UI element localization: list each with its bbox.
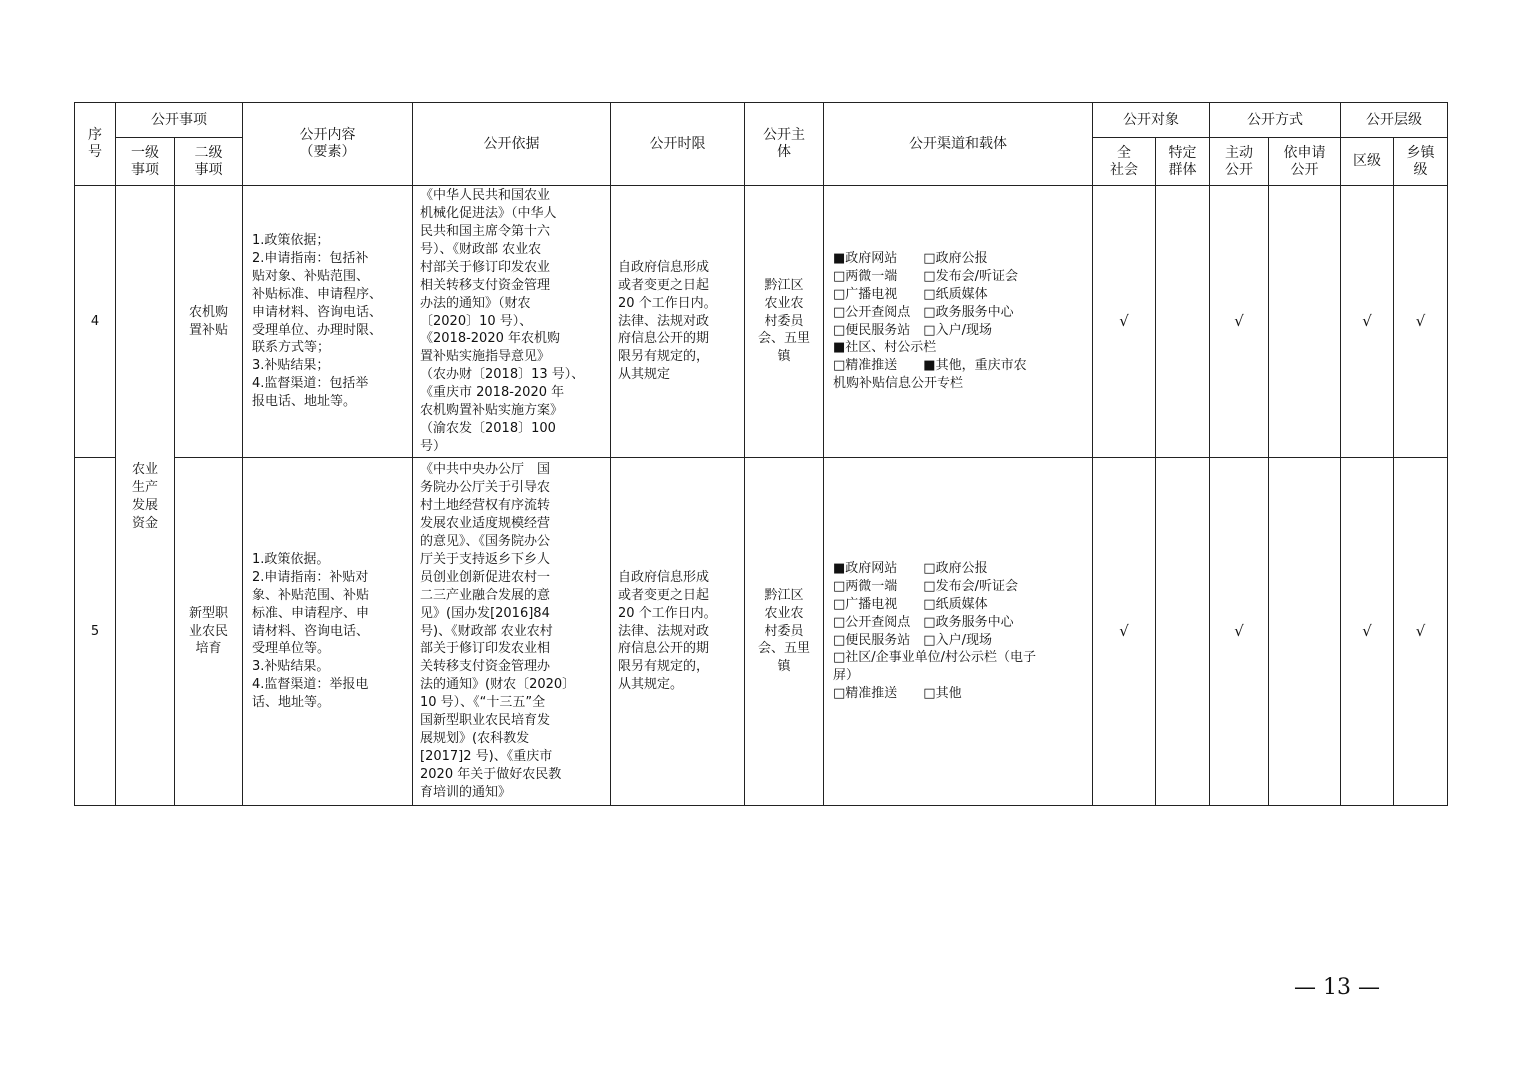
header-level-town: 乡镇 级: [1394, 138, 1448, 186]
page-number: — 13 —: [1294, 975, 1380, 1000]
header-method-active: 主动 公开: [1210, 138, 1269, 186]
row-target-specific: [1156, 458, 1210, 806]
row-deadline: 自政府信息形成 或者变更之日起 20 个工作日内。 法律、法规对政 府信息公开的期 限另有规定的， 从其规定。: [611, 458, 745, 806]
header-subject: 公开主 体: [745, 103, 824, 186]
row-subject: 黔江区 农业农 村委员 会、五里 镇: [745, 458, 824, 806]
row-channel: ■政府网站 □政府公报 □两微一端 □发布会/听证会 □广播电视 □纸质媒体 □公开查阅点 □政务服务中心 □便民服务站 □入户/现场 ■社区、村公示栏 □精准推送 ■其他，重庆市农 机购补贴信息公开专栏: [824, 186, 1093, 458]
row-basis: 《中共中央办公厅 国 务院办公厅关于引导农 村土地经营权有序流转 发展农业适度规模经营 的意见》、《国务院办公 厅关于支持返乡下乡人 员创业创新促进农村一 二三产业融合发展的意 见》(国办发[2016]84 号)、《财政部 农业农村 部关于修订印发农业相 关转移支付资金管理办 法的通知》(财农〔2020〕 10 号）、《“十三五”全 国新型职业农民培育发 展规划》(农科教发 [2017]2 号)、《重庆市 2020 年关于做好农民教 育培训的通知》: [413, 458, 611, 806]
row-subject: 黔江区 农业农 村委员 会、五里 镇: [745, 186, 824, 458]
row-seq: 5: [75, 458, 116, 806]
header-target-specific: 特定 群体: [1156, 138, 1210, 186]
row-level-district: √: [1341, 186, 1394, 458]
header-level2: 二级 事项: [175, 138, 243, 186]
header-target-all: 全 社会: [1093, 138, 1156, 186]
row-seq: 4: [75, 186, 116, 458]
row-target-specific: [1156, 186, 1210, 458]
header-level: 公开层级: [1341, 103, 1448, 138]
level1-item: 农业 生产 发展 资金: [116, 186, 175, 806]
row-method-request: [1269, 458, 1341, 806]
header-content: 公开内容 （要素）: [243, 103, 413, 186]
row-level2: 新型职 业农民 培育: [175, 458, 243, 806]
header-level-district: 区级: [1341, 138, 1394, 186]
row-method-active: √: [1210, 186, 1269, 458]
row-method-active: √: [1210, 458, 1269, 806]
row-channel: ■政府网站 □政府公报 □两微一端 □发布会/听证会 □广播电视 □纸质媒体 □公开查阅点 □政务服务中心 □便民服务站 □入户/现场 □社区/企事业单位/村公示栏（电子 屏） □精准推送 □其他: [824, 458, 1093, 806]
header-method: 公开方式: [1210, 103, 1341, 138]
row-basis: 《中华人民共和国农业 机械化促进法》（中华人 民共和国主席令第十六 号）、《财政部 农业农 村部关于修订印发农业 相关转移支付资金管理 办法的通知》（财农 〔2020〕10 号）、 《2018-2020 年农机购 置补贴实施指导意见》 （农办财〔2018〕13 号）、 《重庆市 2018-2020 年 农机购置补贴实施方案》 （渝农发〔2018〕100 号）: [413, 186, 611, 458]
row-level-town: √: [1394, 186, 1448, 458]
header-channel: 公开渠道和载体: [824, 103, 1093, 186]
header-target: 公开对象: [1093, 103, 1210, 138]
table-row: [75, 458, 1448, 806]
row-target-all: √: [1093, 186, 1156, 458]
header-items: 公开事项: [116, 103, 243, 138]
row-deadline: 自政府信息形成 或者变更之日起 20 个工作日内。 法律、法规对政 府信息公开的期 限另有规定的， 从其规定: [611, 186, 745, 458]
row-content: 1.政策依据。 2.申请指南：补贴对 象、补贴范围、补贴 标准、申请程序、申 请材料、咨询电话、 受理单位等。 3.补贴结果。 4.监督渠道：举报电 话、地址等。: [243, 458, 413, 806]
disclosure-table: [74, 102, 1448, 806]
row-level-district: √: [1341, 458, 1394, 806]
header-method-request: 依申请 公开: [1269, 138, 1341, 186]
header-seq: 序 号: [75, 103, 116, 186]
row-target-all: √: [1093, 458, 1156, 806]
row-level2: 农机购 置补贴: [175, 186, 243, 458]
table-row: [75, 186, 1448, 458]
header-basis: 公开依据: [413, 103, 611, 186]
row-method-request: [1269, 186, 1341, 458]
header-deadline: 公开时限: [611, 103, 745, 186]
header-level1: 一级 事项: [116, 138, 175, 186]
row-content: 1.政策依据； 2.申请指南：包括补 贴对象、补贴范围、 补贴标准、申请程序、 申请材料、咨询电话、 受理单位、办理时限、 联系方式等； 3.补贴结果； 4.监督渠道：包括举 报电话、地址等。: [243, 186, 413, 458]
row-level-town: √: [1394, 458, 1448, 806]
